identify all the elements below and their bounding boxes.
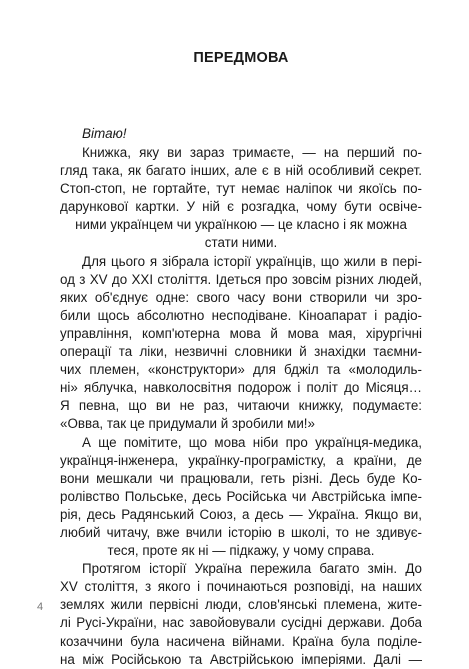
text-line: на між Російською та Австрійською імперіями. Далі — <box>60 651 422 667</box>
text-line: управління, комп'ютерна мова й мова мая, хірургічні <box>60 325 422 341</box>
text-line: яких об'єднує одне: свого часу вони створили чи зро- <box>60 289 422 305</box>
paragraph-4 <box>60 560 422 669</box>
text-line: ролівство Польське, десь Російська чи Австрійська імпе- <box>60 488 422 504</box>
text-line: лі Русі-України, нас завойовували сусідні держави. Доба <box>60 615 422 631</box>
text-line: вони мешкали чи працювали, геть різні. Десь буде Ко- <box>60 470 422 486</box>
text-line: чих племен, «конструктори» для бджіл та «молодиль- <box>60 362 422 378</box>
text-line: ні» яблучка, навколосвітня подорож і політ до Місяця… <box>60 380 422 396</box>
greeting: Вітаю! <box>82 126 127 141</box>
text-line: ними українцем чи українкою — це класно і як можна <box>75 217 407 233</box>
text-line: Стоп-стоп, не гортайте, тут немає наліпок чи якоїсь по- <box>60 181 422 197</box>
text-line: XV століття, з якого і починаються розповіді, на наших <box>60 579 422 595</box>
text-line: рія, десь Радянський Союз, а десь — Україна. Якщо ви, <box>60 506 422 522</box>
text-line: Протягом історії Україна пережила багато змін. До <box>82 561 422 577</box>
text-line: «Овва, так це придумали й зробили ми!» <box>60 416 315 432</box>
paragraph-2 <box>60 253 422 434</box>
text-line: землях жили первісні люди, слов'янські племена, жите- <box>60 597 422 613</box>
text-line: дарункової картки. У ній є розгадка, чому бути освіче- <box>60 199 422 215</box>
body-text <box>60 144 422 669</box>
text-line: українця-інженера, українку-програмістку, а країни, де <box>60 452 422 468</box>
text-line: гляд така, як багато інших, але є в ній особливий секрет. <box>60 163 422 179</box>
text-line: Книжка, яку ви зараз тримаєте, — на перший по- <box>82 145 422 160</box>
text-line: од з XV до XXI століття. Ідеться про зовсім різних людей, <box>60 271 422 287</box>
text-line: Я певна, що ви не раз, читаючи книжку, подумаєте: <box>60 398 422 414</box>
text-line: били щось абсолютно несподіване. Кіноапарат і радіо- <box>60 307 422 323</box>
text-line: Для цього я зібрала історії українців, що жили в пері- <box>82 253 422 269</box>
text-line: стати ними. <box>204 235 278 251</box>
paragraph-3 <box>60 434 422 561</box>
document-page <box>60 0 422 667</box>
page-number: 4 <box>37 601 44 613</box>
text-line: любий читачу, вже вчили історію в школі, то не здивує- <box>60 524 422 540</box>
text-line: козаччини була насичена війнами. Країна була поділе- <box>60 633 422 649</box>
text-line: теся, проте як ні — підкажу, у чому справа. <box>107 543 375 559</box>
paragraph-1 <box>60 144 422 253</box>
text-line: А ще помітите, що мова ніби про українця-медика, <box>82 434 422 450</box>
text-line: операції та ліки, незвичні словники й знахідки таємни- <box>60 344 422 360</box>
page-title: ПЕРЕДМОВА <box>193 50 289 66</box>
